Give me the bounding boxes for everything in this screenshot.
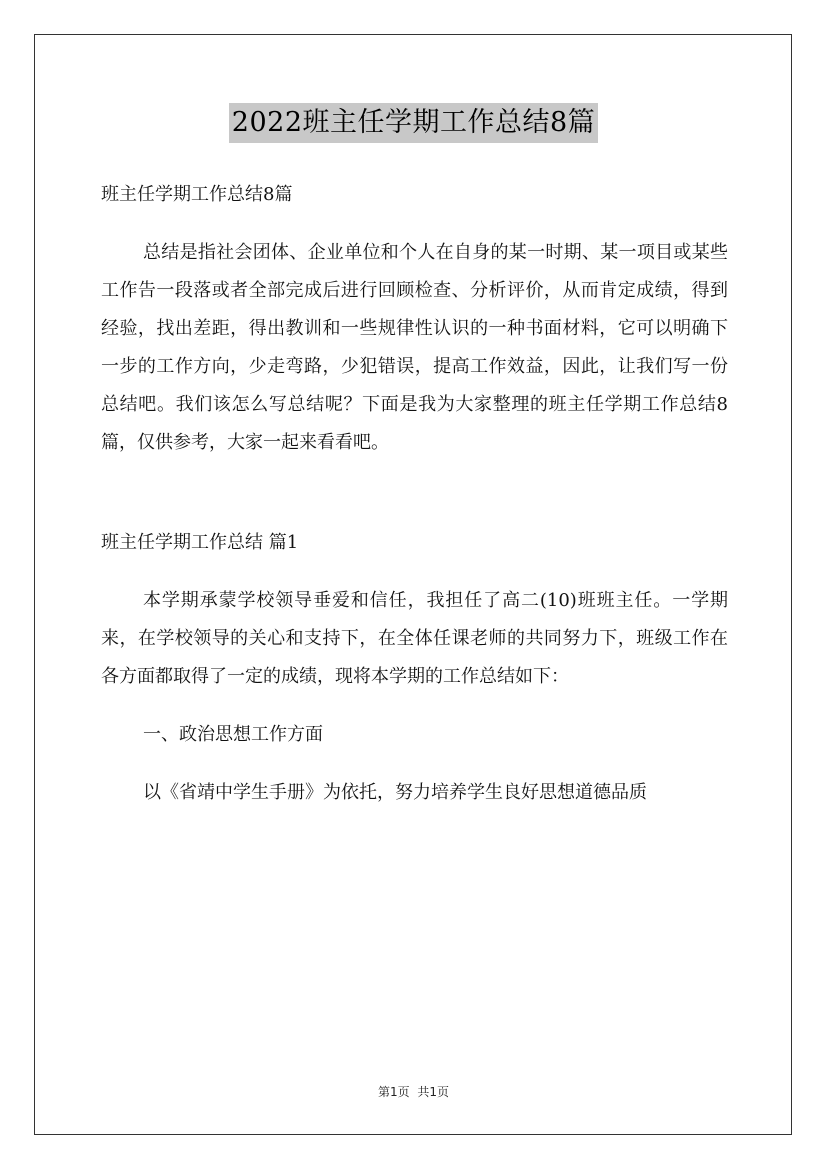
page-footer: 第1页 共1页 [377,1085,450,1099]
section-paragraph-1: 本学期承蒙学校领导垂爱和信任，我担任了高二(10)班班主任。一学期来，在学校领导的关心和支持下，在全体任课老师的共同努力下，班级工作在各方面都取得了一定的成绩，现将本学期的工作总结如下： [101,590,728,687]
document-subtitle: 班主任学期工作总结8篇 [101,184,293,205]
point-heading: 一、政治思想工作方面 [143,724,323,745]
intro-paragraph: 总结是指社会团体、企业单位和个人在自身的某一时期、某一项目或某些工作告一段落或者全部完成后进行回顾检查、分析评价，从而肯定成绩，得到经验，找出差距，得出教训和一些规律性认识的一种书面材料，它可以明确下一步的工作方向，少走弯路，少犯错误，提高工作效益，因此，让我们写一份总结吧。我们该怎么写总结呢？下面是我为大家整理的班主任学期工作总结8篇，仅供参考，大家一起来看看吧。 [101,242,728,453]
section-heading: 班主任学期工作总结 篇1 [101,532,299,553]
title-wrap [0,103,827,143]
section-paragraph-2: 以《省靖中学生手册》为依托，努力培养学生良好思想道德品质 [143,782,647,803]
document-body [101,176,728,812]
document-title: 2022班主任学期工作总结8篇 [229,103,598,143]
